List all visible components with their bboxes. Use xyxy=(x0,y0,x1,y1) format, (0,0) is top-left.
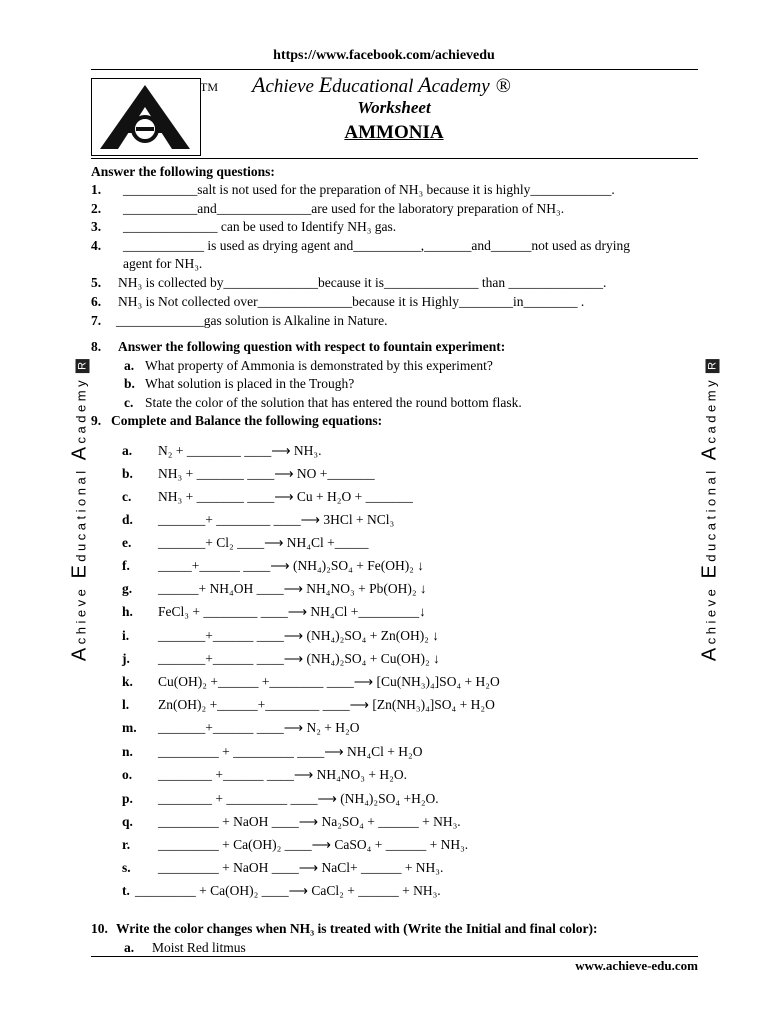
question-text: NH₃ is collected by______________because it is______________ than ______________. xyxy=(118,275,607,290)
question-heading: Write the color changes when NH₃ is treated with (Write the Initial and final color): xyxy=(116,921,598,936)
equation: ________ + _________ ____⟶ (NH₄)₂SO₄ +H₂O. xyxy=(158,791,439,806)
item-letter: p. xyxy=(122,791,133,806)
item-letter: l. xyxy=(122,697,130,712)
registered-box-icon: R xyxy=(706,359,720,373)
equation: _________ + Ca(OH)₂ ____⟶ CaCl₂ + ______ + NH₃. xyxy=(135,883,441,898)
top-divider xyxy=(91,69,698,70)
item-letter: c. xyxy=(124,395,134,410)
question-text: ___________and______________are used for the laboratory preparation of NH₃. xyxy=(123,201,565,216)
item-text: Moist Red litmus xyxy=(152,940,246,955)
question-number: 9. xyxy=(91,413,102,428)
item-letter: e. xyxy=(122,535,132,550)
question-text: NH₃ is Not collected over______________because it is Highly________in________ . xyxy=(118,294,585,309)
equation: _______+______ ____⟶ N₂ + H₂O xyxy=(158,720,360,735)
equation: _____+______ ____⟶ (NH₄)₂SO₄ + Fe(OH)₂ ↓ xyxy=(158,558,425,573)
trademark-label: TM xyxy=(200,80,218,94)
registered-box-icon: R xyxy=(76,359,90,373)
equation: _______+ ________ ____⟶ 3HCl + NCl₃ xyxy=(158,512,395,527)
equation: N₂ + ________ ____⟶ NH₃. xyxy=(158,443,322,458)
item-letter: d. xyxy=(122,512,133,527)
item-letter: o. xyxy=(122,767,133,782)
question-text: _____________gas solution is Alkaline in Nature. xyxy=(116,313,388,328)
item-letter: h. xyxy=(122,604,133,619)
item-letter: m. xyxy=(122,720,137,735)
page-title: AMMONIA xyxy=(344,122,444,143)
question-text: ___________salt is not used for the preparation of NH₃ because it is highly____________. xyxy=(123,182,615,197)
question-number: 7. xyxy=(91,313,102,328)
question-text: ____________ is used as drying agent and__________,_______and______not used as drying xyxy=(123,238,630,253)
equation: NH₃ + _______ ____⟶ Cu + H₂O + _______ xyxy=(158,489,413,504)
equation: Zn(OH)₂ +______+________ ____⟶ [Zn(NH₃)₄]SO₄ + H₂O xyxy=(158,697,495,712)
side-label-right: Achieve Educational AcademyR xyxy=(699,359,722,661)
item-text: What property of Ammonia is demonstrated by this experiment? xyxy=(145,358,493,373)
equation: Cu(OH)₂ +______ +________ ____⟶ [Cu(NH₃)₄]SO₄ + H₂O xyxy=(158,674,500,689)
question-number: 5. xyxy=(91,275,102,290)
question-text: ______________ can be used to Identify NH₃ gas. xyxy=(123,219,397,234)
academy-name: Achieve Educational Academy ® xyxy=(252,72,511,97)
equation: _________ + NaOH ____⟶ Na₂SO₄ + ______ + NH₃. xyxy=(158,814,461,829)
equation: _________ + Ca(OH)₂ ____⟶ CaSO₄ + ______ + NH₃. xyxy=(158,837,469,852)
item-letter: q. xyxy=(122,814,133,829)
item-letter: t. xyxy=(122,883,130,898)
question-number: 6. xyxy=(91,294,102,309)
item-letter: a. xyxy=(122,443,133,458)
item-letter: i. xyxy=(122,628,130,643)
item-letter: f. xyxy=(122,558,130,573)
question-text-continued: agent for NH₃. xyxy=(123,256,203,271)
registered-mark: ® xyxy=(495,75,511,97)
equation: NH₃ + _______ ____⟶ NO +_______ xyxy=(158,466,375,481)
equation: ______+ NH₄OH ____⟶ NH₄NO₃ + Pb(OH)₂ ↓ xyxy=(158,581,427,596)
question-number: 1. xyxy=(91,182,102,197)
item-letter: g. xyxy=(122,581,133,596)
side-label-left: Achieve Educational AcademyR xyxy=(69,359,92,661)
item-letter: n. xyxy=(122,744,133,759)
instructions-heading: Answer the following questions: xyxy=(91,164,275,179)
item-letter: k. xyxy=(122,674,133,689)
equation: _______+______ ____⟶ (NH₄)₂SO₄ + Zn(OH)₂ ↓ xyxy=(158,628,440,643)
item-letter: a. xyxy=(124,358,135,373)
website-url[interactable]: www.achieve-edu.com xyxy=(575,958,698,973)
question-heading: Answer the following question with respect to fountain experiment: xyxy=(118,339,506,354)
question-number: 10. xyxy=(91,921,108,936)
equation: _________ + NaOH ____⟶ NaCl+ ______ + NH₃. xyxy=(158,860,444,875)
question-number: 8. xyxy=(91,339,102,354)
equation: _________ + _________ ____⟶ NH₄Cl + H₂O xyxy=(158,744,423,759)
question-number: 3. xyxy=(91,219,102,234)
item-text: State the color of the solution that has entered the round bottom flask. xyxy=(145,395,522,410)
item-letter: c. xyxy=(122,489,132,504)
item-letter: b. xyxy=(124,376,135,391)
item-letter: s. xyxy=(122,860,131,875)
item-letter: r. xyxy=(122,837,131,852)
header-divider xyxy=(91,158,698,159)
item-letter: a. xyxy=(124,940,135,955)
question-number: 2. xyxy=(91,201,102,216)
equation: ________ +______ ____⟶ NH₄NO₃ + H₂O. xyxy=(158,767,407,782)
worksheet-label: Worksheet xyxy=(357,98,431,117)
facebook-url[interactable]: https://www.facebook.com/achievedu xyxy=(273,48,495,63)
question-heading: Complete and Balance the following equations: xyxy=(111,413,383,428)
equation: _______+______ ____⟶ (NH₄)₂SO₄ + Cu(OH)₂ ↓ xyxy=(158,651,440,666)
equation: FeCl₃ + ________ ____⟶ NH₄Cl +_________↓ xyxy=(158,604,426,619)
item-letter: j. xyxy=(122,651,130,666)
item-letter: b. xyxy=(122,466,133,481)
equation: _______+ Cl₂ ____⟶ NH₄Cl +_____ xyxy=(158,535,369,550)
footer-divider xyxy=(91,956,698,957)
item-text: What solution is placed in the Trough? xyxy=(145,376,355,391)
question-number: 4. xyxy=(91,238,102,253)
